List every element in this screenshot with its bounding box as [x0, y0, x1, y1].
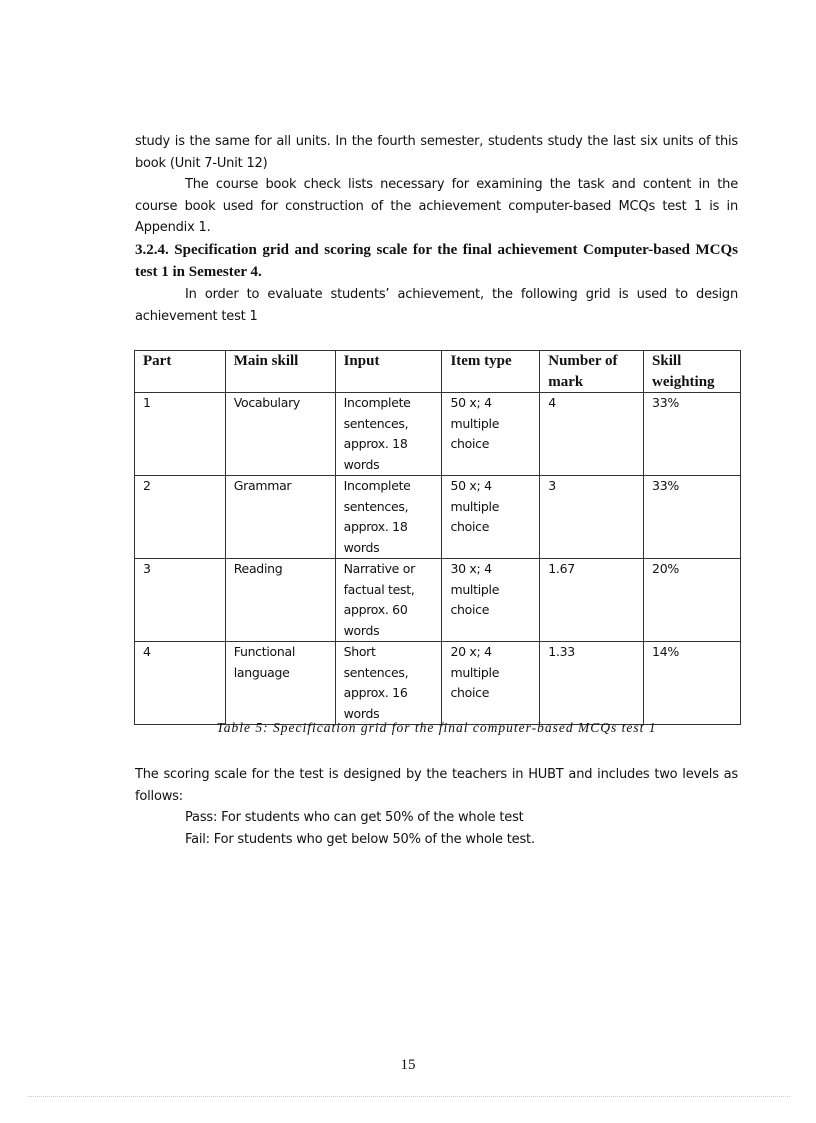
footer-divider [28, 1096, 790, 1097]
paragraph-scoring-intro: The scoring scale for the test is designed by the teachers in HUBT and includes two levels as follows: [135, 767, 738, 804]
table-row [135, 476, 741, 559]
cell-item-type: 50 x; 4 multiple choice [442, 393, 540, 476]
cell-skill-weighting: 33% [644, 476, 741, 559]
cell-main-skill: Grammar [225, 476, 335, 559]
cell-part: 1 [135, 393, 226, 476]
cell-skill-weighting: 20% [644, 559, 741, 642]
paragraph-fail-level: Fail: For students who get below 50% of the whole test. [185, 832, 535, 847]
paragraph-pass-level: Pass: For students who can get 50% of the whole test [185, 810, 524, 825]
cell-skill-weighting: 33% [644, 393, 741, 476]
header-number-of-mark: Number of mark [540, 351, 644, 393]
cell-main-skill: Functional language [225, 642, 335, 725]
cell-number-of-mark: 1.67 [540, 559, 644, 642]
section-heading: 3.2.4. Specification grid and scoring scale for the final achievement Computer-based MCQs test 1 in Semester 4. [135, 242, 738, 280]
paragraph-checklist: The course book check lists necessary for examining the task and content in the course book used for construction of the achievement computer-based MCQs test 1 is in Appendix 1. [135, 177, 738, 235]
header-input: Input [335, 351, 442, 393]
table-row [135, 393, 741, 476]
cell-main-skill: Reading [225, 559, 335, 642]
cell-item-type: 30 x; 4 multiple choice [442, 559, 540, 642]
paragraph-grid-intro: In order to evaluate students’ achievement, the following grid is used to design achievement test 1 [135, 287, 738, 324]
header-skill-weighting: Skill weighting [644, 351, 741, 393]
specification-grid-table [134, 350, 741, 725]
page-number: 15 [400, 1057, 416, 1073]
cell-input: Incomplete sentences, approx. 18 words [335, 476, 442, 559]
cell-item-type: 20 x; 4 multiple choice [442, 642, 540, 725]
paragraph-units: study is the same for all units. In the fourth semester, students study the last six units of this book (Unit 7-Unit 12) [135, 134, 738, 171]
header-part: Part [135, 351, 226, 393]
cell-input: Narrative or factual test, approx. 60 words [335, 559, 442, 642]
cell-part: 3 [135, 559, 226, 642]
header-main-skill: Main skill [225, 351, 335, 393]
cell-main-skill: Vocabulary [225, 393, 335, 476]
cell-item-type: 50 x; 4 multiple choice [442, 476, 540, 559]
table-row [135, 559, 741, 642]
cell-part: 2 [135, 476, 226, 559]
cell-number-of-mark: 1.33 [540, 642, 644, 725]
cell-input: Short sentences, approx. 16 words [335, 642, 442, 725]
header-item-type: Item type [442, 351, 540, 393]
table-header-row [135, 351, 741, 393]
cell-skill-weighting: 14% [644, 642, 741, 725]
cell-part: 4 [135, 642, 226, 725]
table-caption: Table 5: Specification grid for the final computer-based MCQs test 1 [216, 720, 657, 735]
cell-input: Incomplete sentences, approx. 18 words [335, 393, 442, 476]
cell-number-of-mark: 4 [540, 393, 644, 476]
cell-number-of-mark: 3 [540, 476, 644, 559]
table-row [135, 642, 741, 725]
